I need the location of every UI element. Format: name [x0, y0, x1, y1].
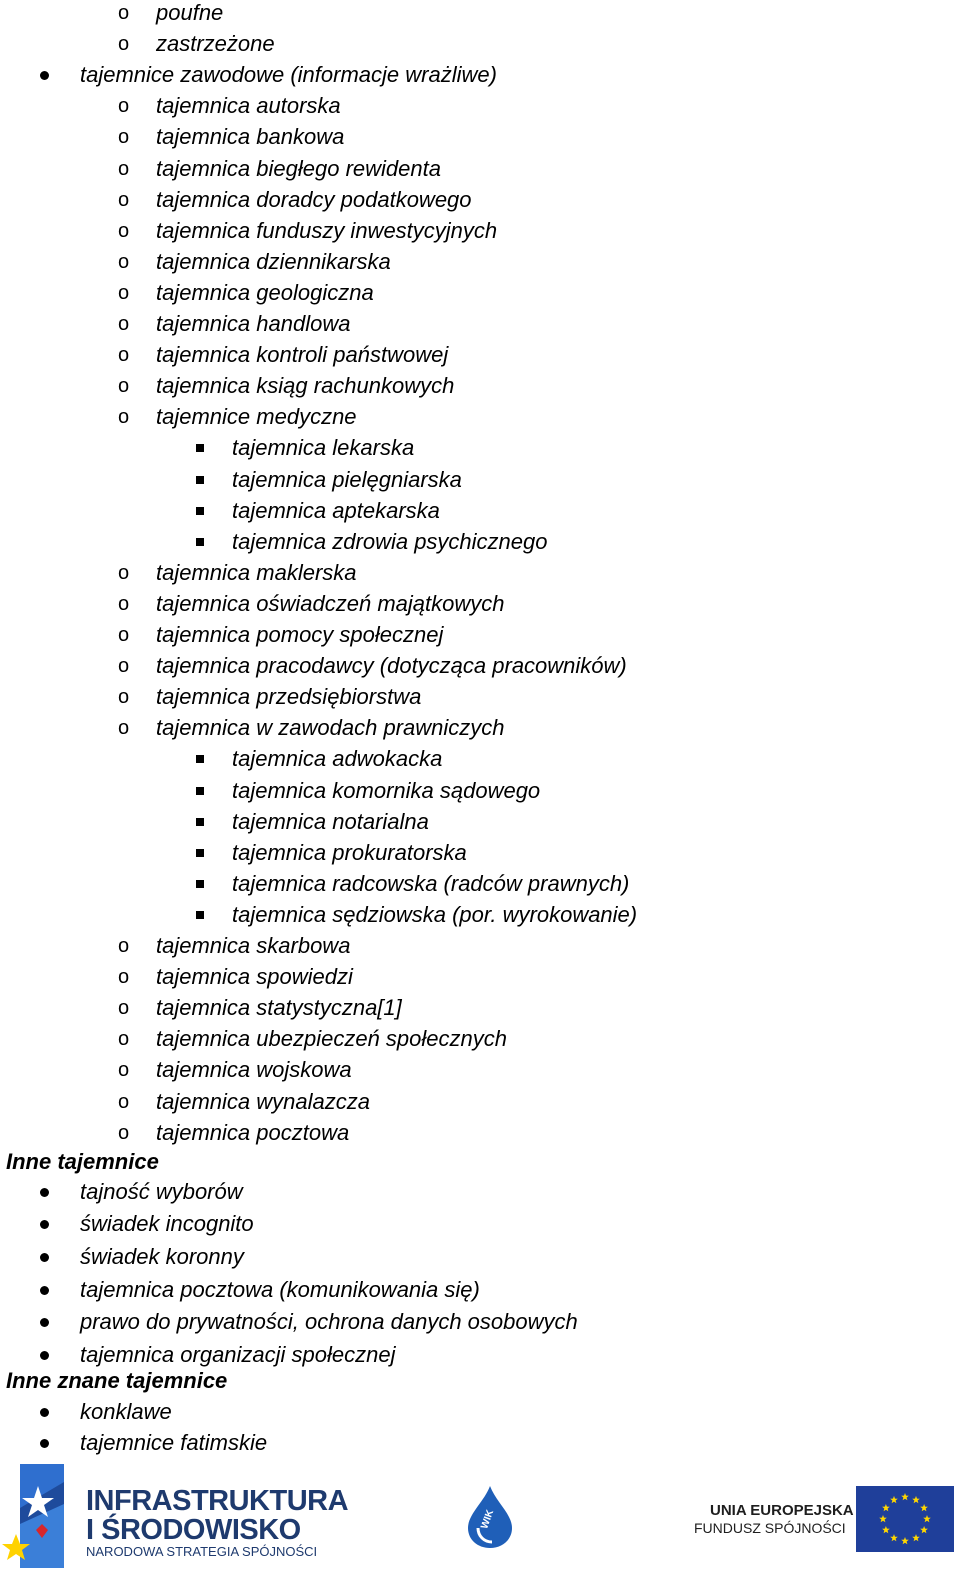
- logo1-line3: NARODOWA STRATEGIA SPÓJNOŚCI: [86, 1544, 318, 1559]
- bullet-circle-icon: o: [118, 624, 130, 646]
- list-item: prawo do prywatności, ochrona danych osobowych: [80, 1309, 578, 1335]
- list-item: tajemnica kontroli państwowej: [156, 342, 449, 368]
- list-item: tajemnica dziennikarska: [156, 248, 391, 274]
- list-item: tajemnica oświadczeń majątkowych: [156, 590, 505, 616]
- bullet-disc-icon: [40, 1351, 49, 1360]
- list-item: tajemnica komornika sądowego: [232, 777, 541, 803]
- bullet-circle-icon: o: [118, 1090, 130, 1113]
- bullet-circle-icon: o: [118, 406, 130, 429]
- list-item: tajemnica doradcy podatkowego: [156, 186, 472, 212]
- list-item: konklawe: [80, 1398, 172, 1424]
- list-item: tajemnica handlowa: [156, 311, 351, 336]
- list-item: tajemnica maklerska: [156, 559, 357, 585]
- bullet-circle-icon: o: [118, 33, 130, 56]
- list-item: tajemnica sędziowska (por. wyrokowanie): [232, 901, 638, 927]
- list-item: tajemnica organizacji społecznej: [80, 1341, 396, 1367]
- bullet-circle-icon: o: [118, 717, 130, 740]
- eu-line1: UNIA EUROPEJSKA: [710, 1502, 854, 1519]
- list-item: tajemnica zdrowia psychicznego: [232, 528, 548, 554]
- list-item: tajemnica statystyczna[1]: [156, 995, 402, 1021]
- bullet-square-icon: [196, 444, 204, 452]
- logo1-line1: INFRASTRUKTURA: [86, 1485, 349, 1517]
- bullet-disc-icon: [40, 1188, 49, 1197]
- bullet-square-icon: [196, 818, 204, 826]
- list-item: tajemnica bankowa: [156, 124, 345, 150]
- list-item: tajemnica pracodawcy (dotycząca pracowników): [156, 653, 627, 679]
- bullet-disc-icon: [40, 1439, 49, 1448]
- list-item: tajemnica biegłego rewidenta: [156, 155, 441, 181]
- eu-flag-icon: [856, 1486, 954, 1552]
- list-item: tajemnica radcowska (radców prawnych): [232, 870, 630, 896]
- bullet-square-icon: [196, 787, 204, 795]
- list-item: tajemnica funduszy inwestycyjnych: [156, 217, 498, 243]
- bullet-circle-icon: o: [118, 126, 130, 149]
- list-item: tajemnica notarialna: [232, 808, 429, 834]
- list-item: poufne: [156, 0, 224, 25]
- bullet-circle-icon: o: [118, 997, 130, 1020]
- bullet-circle-icon: o: [118, 2, 130, 24]
- bullet-disc-icon: [40, 1318, 49, 1327]
- list-item: tajemnica wynalazcza: [156, 1088, 370, 1114]
- list-item: tajemnica przedsiębiorstwa: [156, 684, 422, 710]
- bullet-disc-icon: [40, 1408, 49, 1417]
- bullet-circle-icon: o: [118, 281, 130, 304]
- bullet-circle-icon: o: [118, 1121, 130, 1144]
- bullet-circle-icon: o: [118, 313, 130, 335]
- bullet-circle-icon: o: [118, 157, 130, 180]
- bullet-square-icon: [196, 476, 204, 484]
- list-item: tajemnica autorska: [156, 93, 341, 119]
- bullet-circle-icon: o: [118, 655, 130, 678]
- bullet-circle-icon: o: [118, 935, 130, 957]
- bullet-circle-icon: o: [118, 95, 130, 118]
- list-item: tajność wyborów: [80, 1178, 243, 1204]
- list-item: tajemnica adwokacka: [232, 746, 443, 772]
- list-item: tajemnica pielęgniarska: [232, 466, 462, 492]
- list-item: tajemnica skarbowa: [156, 933, 351, 958]
- list-item: tajemnica w zawodach prawniczych: [156, 715, 505, 741]
- bullet-disc-icon: [40, 1286, 49, 1295]
- bullet-circle-icon: o: [118, 592, 130, 615]
- list-item: tajemnice fatimskie: [80, 1429, 268, 1455]
- list-item: świadek incognito: [80, 1211, 254, 1237]
- logo2-text: WIK: [479, 1508, 497, 1531]
- bullet-circle-icon: o: [118, 1028, 130, 1051]
- bullet-circle-icon: o: [118, 219, 130, 242]
- list-item: tajemnica geologiczna: [156, 279, 374, 305]
- footer-logos: [0, 1462, 960, 1570]
- bullet-square-icon: [196, 538, 204, 546]
- list-item: tajemnica spowiedzi: [156, 964, 353, 990]
- list-item: tajemnica pomocy społecznej: [156, 622, 444, 647]
- bullet-circle-icon: o: [118, 561, 130, 584]
- bullet-square-icon: [196, 755, 204, 763]
- list-item: świadek koronny: [80, 1244, 244, 1269]
- list-item: tajemnica pocztowa: [156, 1119, 350, 1145]
- bullet-square-icon: [196, 849, 204, 857]
- eu-line2: FUNDUSZ SPÓJNOŚCI: [694, 1520, 846, 1536]
- list-item: zastrzeżone: [156, 31, 275, 57]
- list-item: tajemnica aptekarska: [232, 497, 440, 523]
- bullet-disc-icon: [40, 1253, 49, 1262]
- bullet-square-icon: [196, 507, 204, 515]
- star-flag-icon: [2, 1464, 68, 1568]
- bullet-square-icon: [196, 911, 204, 919]
- section-heading: Inne znane tajemnice: [6, 1368, 228, 1394]
- list-item: tajemnica ubezpieczeń społecznych: [156, 1026, 507, 1052]
- bullet-circle-icon: o: [118, 686, 130, 709]
- bullet-disc-icon: [40, 1220, 49, 1229]
- list-item: tajemnica wojskowa: [156, 1057, 352, 1083]
- bullet-square-icon: [196, 880, 204, 888]
- bullet-disc-icon: [40, 71, 49, 80]
- list-item: tajemnice zawodowe (informacje wrażliwe): [80, 62, 497, 88]
- list-item: tajemnice medyczne: [156, 404, 357, 430]
- bullet-circle-icon: o: [118, 375, 130, 398]
- section-heading: Inne tajemnice: [6, 1148, 159, 1174]
- list-item: tajemnica prokuratorska: [232, 839, 467, 865]
- list-item: tajemnica lekarska: [232, 435, 415, 461]
- bullet-circle-icon: o: [118, 1059, 130, 1082]
- list-item: tajemnica ksiąg rachunkowych: [156, 373, 455, 399]
- bullet-circle-icon: o: [118, 966, 130, 989]
- bullet-circle-icon: o: [118, 188, 130, 211]
- list-item: tajemnica pocztowa (komunikowania się): [80, 1276, 480, 1302]
- bullet-circle-icon: o: [118, 250, 130, 273]
- logo1-line2: I ŚRODOWISKO: [86, 1514, 301, 1546]
- bullet-circle-icon: o: [118, 344, 130, 367]
